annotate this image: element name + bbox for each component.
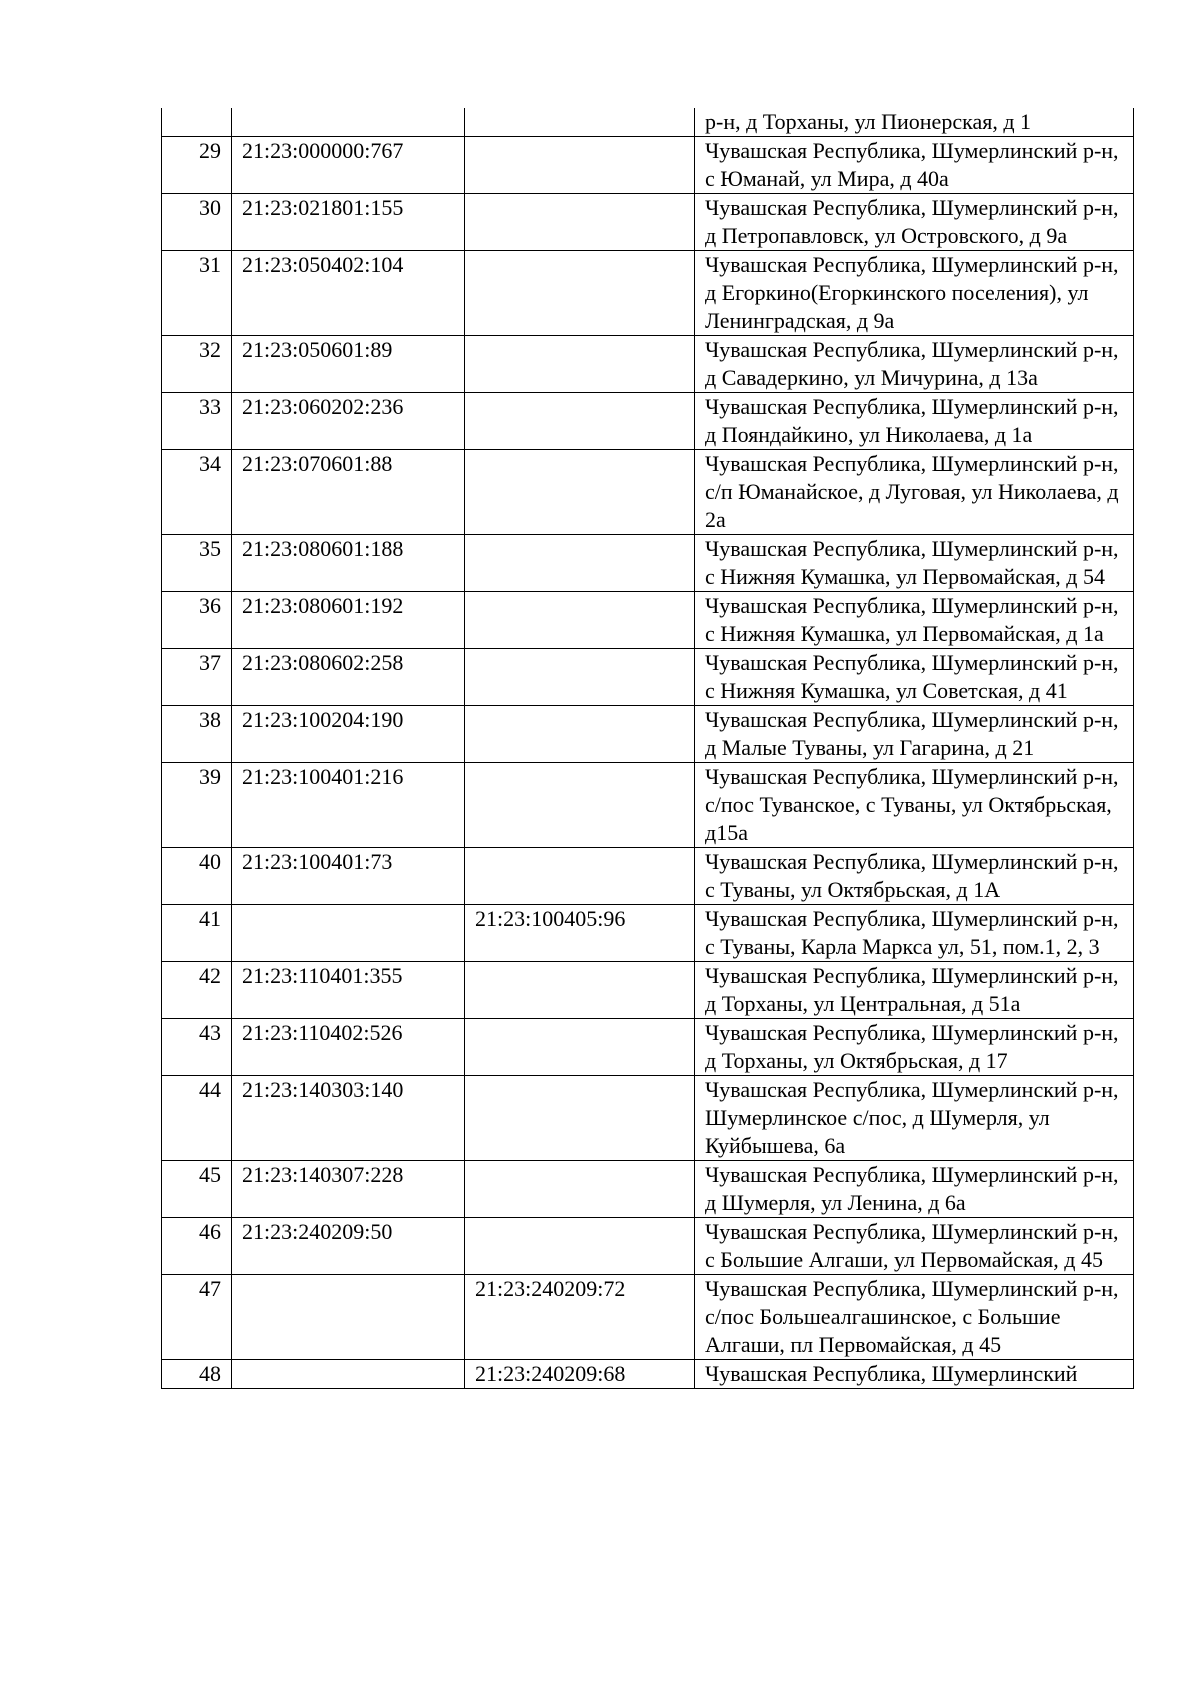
row-number: 30 xyxy=(162,194,232,251)
premises-cadastral-number xyxy=(465,1161,695,1218)
table-row xyxy=(162,763,1134,848)
table-row xyxy=(162,962,1134,1019)
cadastral-number: 21:23:080601:192 xyxy=(232,592,465,649)
table-row xyxy=(162,706,1134,763)
row-number: 48 xyxy=(162,1360,232,1389)
cadastral-number xyxy=(232,108,465,137)
cadastral-number: 21:23:100401:216 xyxy=(232,763,465,848)
row-number: 33 xyxy=(162,393,232,450)
premises-cadastral-number xyxy=(465,1076,695,1161)
row-number: 29 xyxy=(162,137,232,194)
address: Чувашская Республика, Шумерлинский р-н, Шумерлинское с/пос, д Шумерля, ул Куйбышева, 6а xyxy=(695,1076,1134,1161)
cadastral-number xyxy=(232,1275,465,1360)
premises-cadastral-number xyxy=(465,137,695,194)
cadastral-number: 21:23:100204:190 xyxy=(232,706,465,763)
table-row xyxy=(162,450,1134,535)
cadastral-number xyxy=(232,905,465,962)
premises-cadastral-number: 21:23:100405:96 xyxy=(465,905,695,962)
table-row xyxy=(162,108,1134,137)
premises-cadastral-number xyxy=(465,649,695,706)
address: Чувашская Республика, Шумерлинский р-н, с/п Юманайское, д Луговая, ул Николаева, д 2а xyxy=(695,450,1134,535)
premises-cadastral-number xyxy=(465,108,695,137)
premises-cadastral-number xyxy=(465,535,695,592)
address: Чувашская Республика, Шумерлинский р-н, с Туваны, ул Октябрьская, д 1А xyxy=(695,848,1134,905)
address: Чувашская Республика, Шумерлинский р-н, с/пос Туванское, с Туваны, ул Октябрьская, д15а xyxy=(695,763,1134,848)
row-number: 47 xyxy=(162,1275,232,1360)
row-number: 40 xyxy=(162,848,232,905)
table-row xyxy=(162,336,1134,393)
row-number: 36 xyxy=(162,592,232,649)
row-number xyxy=(162,108,232,137)
address: Чувашская Республика, Шумерлинский р-н, д Торханы, ул Центральная, д 51а xyxy=(695,962,1134,1019)
cadastral-number: 21:23:050402:104 xyxy=(232,251,465,336)
premises-cadastral-number xyxy=(465,706,695,763)
premises-cadastral-number xyxy=(465,962,695,1019)
address: Чувашская Республика, Шумерлинский р-н, д Пояндайкино, ул Николаева, д 1а xyxy=(695,393,1134,450)
premises-cadastral-number: 21:23:240209:72 xyxy=(465,1275,695,1360)
row-number: 38 xyxy=(162,706,232,763)
cadastral-number: 21:23:080602:258 xyxy=(232,649,465,706)
address: Чувашская Республика, Шумерлинский р-н, д Петропавловск, ул Островского, д 9а xyxy=(695,194,1134,251)
cadastral-number: 21:23:140303:140 xyxy=(232,1076,465,1161)
cadastral-number: 21:23:080601:188 xyxy=(232,535,465,592)
row-number: 45 xyxy=(162,1161,232,1218)
row-number: 46 xyxy=(162,1218,232,1275)
row-number: 35 xyxy=(162,535,232,592)
cadastral-number: 21:23:110402:526 xyxy=(232,1019,465,1076)
address: Чувашская Республика, Шумерлинский xyxy=(695,1360,1134,1389)
premises-cadastral-number xyxy=(465,763,695,848)
cadastral-number: 21:23:000000:767 xyxy=(232,137,465,194)
table-row xyxy=(162,194,1134,251)
premises-cadastral-number xyxy=(465,1019,695,1076)
table-body xyxy=(162,108,1134,1389)
table-row xyxy=(162,649,1134,706)
row-number: 34 xyxy=(162,450,232,535)
table-row xyxy=(162,1275,1134,1360)
cadastral-number: 21:23:021801:155 xyxy=(232,194,465,251)
cadastral-number: 21:23:110401:355 xyxy=(232,962,465,1019)
table-row xyxy=(162,1360,1134,1389)
row-number: 43 xyxy=(162,1019,232,1076)
address: Чувашская Республика, Шумерлинский р-н, д Савадеркино, ул Мичурина, д 13а xyxy=(695,336,1134,393)
premises-cadastral-number xyxy=(465,450,695,535)
address: Чувашская Республика, Шумерлинский р-н, с Туваны, Карла Маркса ул, 51, пом.1, 2, 3 xyxy=(695,905,1134,962)
table-row xyxy=(162,535,1134,592)
address: Чувашская Республика, Шумерлинский р-н, д Егоркино(Егоркинского поселения), ул Ленинградская, д 9а xyxy=(695,251,1134,336)
premises-cadastral-number xyxy=(465,1218,695,1275)
premises-cadastral-number xyxy=(465,393,695,450)
premises-cadastral-number xyxy=(465,848,695,905)
premises-cadastral-number xyxy=(465,251,695,336)
table-row xyxy=(162,1218,1134,1275)
premises-cadastral-number xyxy=(465,592,695,649)
table-row xyxy=(162,848,1134,905)
address: Чувашская Республика, Шумерлинский р-н, с Нижняя Кумашка, ул Первомайская, д 54 xyxy=(695,535,1134,592)
row-number: 41 xyxy=(162,905,232,962)
address: Чувашская Республика, Шумерлинский р-н, с Юманай, ул Мира, д 40а xyxy=(695,137,1134,194)
address: Чувашская Республика, Шумерлинский р-н, д Шумерля, ул Ленина, д 6а xyxy=(695,1161,1134,1218)
premises-cadastral-number xyxy=(465,336,695,393)
row-number: 32 xyxy=(162,336,232,393)
cadastral-number: 21:23:140307:228 xyxy=(232,1161,465,1218)
address: Чувашская Республика, Шумерлинский р-н, с Нижняя Кумашка, ул Первомайская, д 1а xyxy=(695,592,1134,649)
table-row xyxy=(162,1076,1134,1161)
cadastral-number: 21:23:070601:88 xyxy=(232,450,465,535)
table-row xyxy=(162,592,1134,649)
row-number: 44 xyxy=(162,1076,232,1161)
table-row xyxy=(162,1019,1134,1076)
cadastral-number: 21:23:100401:73 xyxy=(232,848,465,905)
row-number: 31 xyxy=(162,251,232,336)
cadastral-number: 21:23:050601:89 xyxy=(232,336,465,393)
table-row xyxy=(162,137,1134,194)
address: Чувашская Республика, Шумерлинский р-н, д Малые Туваны, ул Гагарина, д 21 xyxy=(695,706,1134,763)
premises-cadastral-number: 21:23:240209:68 xyxy=(465,1360,695,1389)
premises-cadastral-number xyxy=(465,194,695,251)
table-row xyxy=(162,905,1134,962)
address: Чувашская Республика, Шумерлинский р-н, с Большие Алгаши, ул Первомайская, д 45 xyxy=(695,1218,1134,1275)
table-row xyxy=(162,251,1134,336)
address: р-н, д Торханы, ул Пионерская, д 1 xyxy=(695,108,1134,137)
table-row xyxy=(162,393,1134,450)
address: Чувашская Республика, Шумерлинский р-н, с Нижняя Кумашка, ул Советская, д 41 xyxy=(695,649,1134,706)
cadastral-number: 21:23:240209:50 xyxy=(232,1218,465,1275)
address: Чувашская Республика, Шумерлинский р-н, с/пос Большеалгашинское, с Большие Алгаши, пл Первомайская, д 45 xyxy=(695,1275,1134,1360)
property-register-table xyxy=(161,108,1134,1389)
row-number: 37 xyxy=(162,649,232,706)
row-number: 42 xyxy=(162,962,232,1019)
cadastral-number: 21:23:060202:236 xyxy=(232,393,465,450)
address: Чувашская Республика, Шумерлинский р-н, д Торханы, ул Октябрьская, д 17 xyxy=(695,1019,1134,1076)
cadastral-number xyxy=(232,1360,465,1389)
row-number: 39 xyxy=(162,763,232,848)
table-row xyxy=(162,1161,1134,1218)
